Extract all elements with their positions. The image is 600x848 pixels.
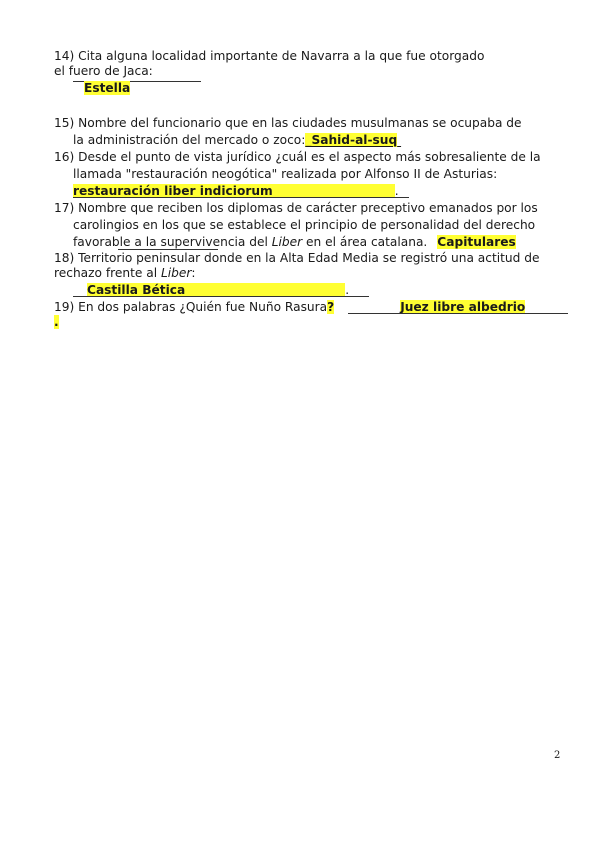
question-17-line-2 bbox=[73, 218, 566, 232]
question-17-text-d: en el área catalana. bbox=[302, 235, 428, 249]
question-17-text-c: favorable a la supervivencia del bbox=[73, 235, 272, 249]
answer-17-text: Capitulares bbox=[437, 235, 516, 249]
answer-18-end: . bbox=[345, 283, 350, 297]
question-17-italic: Liber bbox=[271, 235, 303, 249]
question-18-text-a: 18) Territorio peninsular donde en la Alta Edad Media se registró una actitud de bbox=[54, 251, 540, 265]
question-14-text-a: 14) Cita alguna localidad importante de Navarra a la que fue otorgado bbox=[54, 49, 485, 63]
question-16-text-a: 16) Desde el punto de vista jurídico ¿cuál es el aspecto más sobresaliente de la bbox=[54, 150, 541, 164]
question-19-line-1 bbox=[54, 300, 525, 314]
question-15-text-b: la administración del mercado o zoco: bbox=[73, 133, 306, 147]
question-18-line-1 bbox=[54, 251, 566, 265]
question-19-text: 19) En dos palabras ¿Quién fue Nuño Rasura bbox=[54, 300, 328, 314]
question-14-line-2 bbox=[54, 64, 153, 78]
answer-18 bbox=[73, 283, 349, 297]
question-15-line-1 bbox=[54, 116, 566, 130]
answer-rule bbox=[73, 296, 369, 297]
question-17-line-1 bbox=[54, 201, 566, 215]
answer-rule bbox=[348, 313, 568, 314]
answer-rule bbox=[118, 249, 218, 250]
question-16-line-1 bbox=[54, 150, 566, 164]
question-14-line-1 bbox=[54, 49, 566, 63]
question-19-mark: ? bbox=[327, 300, 335, 314]
question-14-text-b: el fuero de Jaca: bbox=[54, 64, 153, 78]
question-17-text-a: 17) Nombre que reciben los diplomas de carácter preceptivo emanados por los bbox=[54, 201, 538, 215]
question-15-text-a: 15) Nombre del funcionario que en las ciudades musulmanas se ocupaba de bbox=[54, 116, 522, 130]
answer-rule bbox=[73, 197, 409, 198]
question-18-text-c: : bbox=[191, 266, 196, 280]
answer-16 bbox=[73, 184, 399, 198]
question-18-line-2 bbox=[54, 266, 196, 280]
question-16-line-2 bbox=[73, 167, 566, 181]
answer-19-period: . bbox=[54, 315, 59, 329]
answer-15-text: _Sahid-al-suq bbox=[305, 133, 398, 147]
question-17-text-b: carolingios en los que se establece el principio de personalidad del derecho bbox=[73, 218, 536, 232]
answer-18-text: Castilla Bética bbox=[87, 283, 186, 297]
question-15-line-2 bbox=[73, 133, 401, 147]
page-number: 2 bbox=[554, 750, 561, 761]
answer-14 bbox=[84, 81, 130, 95]
question-18-text-b: rechazo frente al bbox=[54, 266, 161, 280]
answer-19-text: Juez libre albedrio bbox=[400, 300, 526, 314]
question-18-italic: Liber bbox=[161, 266, 192, 280]
answer-19-end bbox=[54, 315, 59, 329]
question-16-text-b: llamada "restauración neogótica" realizada por Alfonso II de Asturias: bbox=[73, 167, 498, 181]
answer-16-end: . bbox=[394, 184, 399, 198]
question-17-line-3 bbox=[73, 235, 516, 249]
answer-14-text: Estella bbox=[84, 81, 131, 95]
answer-16-text: restauración liber indiciorum bbox=[73, 184, 273, 198]
